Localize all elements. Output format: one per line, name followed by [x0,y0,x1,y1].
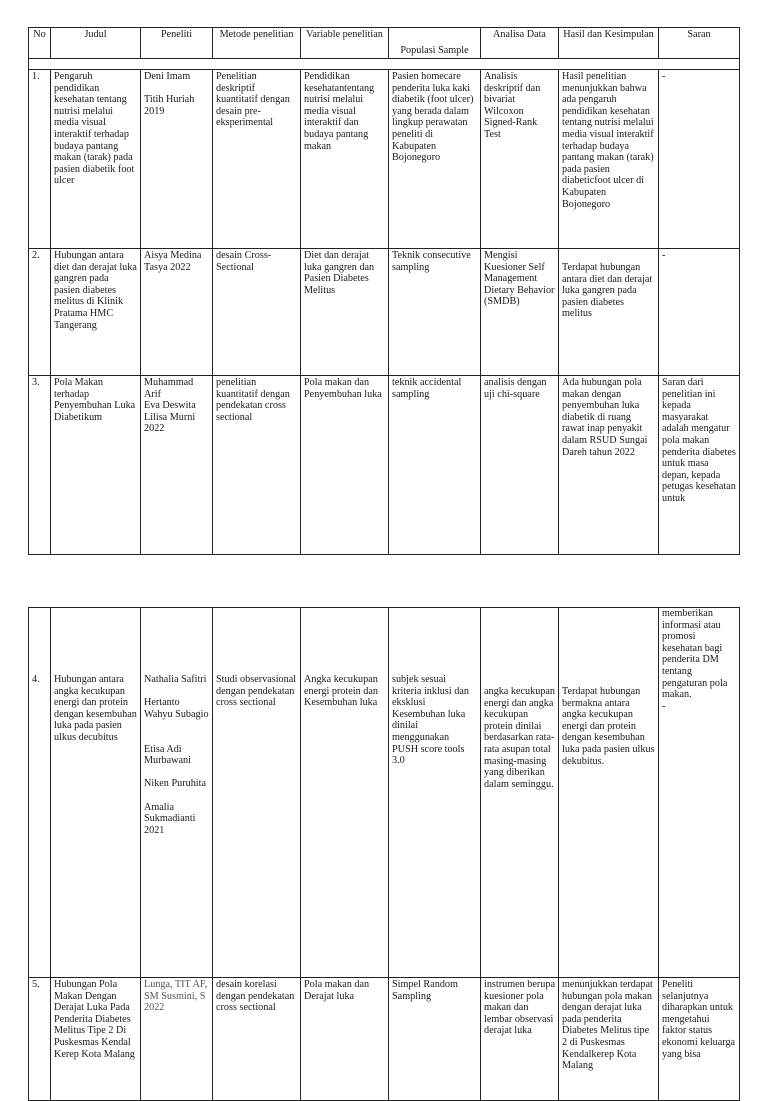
cell-peneliti: Muhammad Arif Eva Deswita Lilisa Murni 2022 [141,376,213,555]
cell-analisa: angka kecukupan energi dan angka kecukupan protein dinilai berdasarkan rata-rata asupan total masing-masing yang diberikan dalam seminggu. [481,608,559,978]
cell-hasil: Ada hubungan pola makan dengan penyembuhan luka diabetik di ruang rawat inap penyakit dalam RSUD Sungai Dareh tahun 2022 [559,376,659,555]
cell-analisa: analisis dengan uji chi-square [481,376,559,555]
cell-hasil: menunjukkan terdapat hubungan pola makan dengan derajat luka pada penderita Diabetes Melitus tipe 2 di Puskesmas Kendalkerep Kota Malang [559,978,659,1101]
header-peneliti: Peneliti [141,28,213,59]
literature-table-part-1 [28,27,740,555]
cell-peneliti: Nathalia Safitri Hertanto Wahyu Subagio Etisa Adi Murbawani Niken Puruhita Amalia Sukmadianti 2021 [141,608,213,978]
cell-saran [659,608,740,978]
cell-populasi: Teknik consecutive sampling [389,249,481,376]
table-row [29,608,740,978]
header-metode: Metode penelitian [213,28,301,59]
table-row [29,70,740,249]
cell-peneliti: Lunga, TIT AF, SM Susmini, S 2022 [141,978,213,1101]
header-saran: Saran [659,28,740,59]
cell-populasi: Simpel Random Sampling [389,978,481,1101]
cell-metode: Penelitian deskriptif kuantitatif dengan desain pre-eksperimental [213,70,301,249]
cell-saran: Saran dari penelitian ini kepada masyarakat adalah mengatur pola makan penderita diabetes untuk masa depan, kepada petugas kesehatan untuk [659,376,740,555]
cell-judul: Hubungan Pola Makan Dengan Derajat Luka Pada Penderita Diabetes Melitus Tipe 2 Di Puskesmas Kendal Kerep Kota Malang [51,978,141,1101]
table-row [29,978,740,1101]
row-number: 2. [29,249,51,376]
header-judul: Judul [51,28,141,59]
row-number: 3. [29,376,51,555]
cell-judul: Hubungan antara diet dan derajat luka gangren pada pasien diabetes melitus di Klinik Pratama HMC Tangerang [51,249,141,376]
cell-saran: - [659,70,740,249]
cell-populasi: subjek sesuai kriteria inklusi dan eksklusi Kesembuhan luka dinilai menggunakan PUSH score tools 3.0 [389,608,481,978]
table-row [29,376,740,555]
cell-peneliti: Deni Imam Titih Huriah 2019 [141,70,213,249]
cell-variable: Angka kecukupan energi protein dan Kesembuhan luka [301,608,389,978]
cell-variable: Pola makan dan Penyembuhan luka [301,376,389,555]
cell-metode: Studi observasional dengan pendekatan cross sectional [213,608,301,978]
row-number: 1. [29,70,51,249]
cell-judul: Hubungan antara angka kecukupan energi dan protein dengan kesembuhan luka pada pasien ulkus decubitus [51,608,141,978]
cell-analisa: Mengisi Kuesioner Self Management Dietary Behavior (SMDB) [481,249,559,376]
saran-continued-text: memberikan informasi atau promosi kesehatan bagi penderita DM tentang pengaturan pola makan. [662,608,728,701]
cell-analisa: instrumen berupa kuesioner pola makan dan lembar observasi derajat luka [481,978,559,1101]
header-analisa: Analisa Data [481,28,559,59]
cell-variable: Diet dan derajat luka gangren dan Pasien Diabetes Melitus [301,249,389,376]
cell-variable: Pola makan dan Derajat luka [301,978,389,1101]
row-number: 5. [29,978,51,1101]
cell-variable: Pendidikan kesehatantentang nutrisi melalui media visual interaktif dan budaya pantang makan [301,70,389,249]
cell-metode: penelitian kuantitatif dengan pendekatan cross sectional [213,376,301,555]
cell-populasi: teknik accidental sampling [389,376,481,555]
header-no: No [29,28,51,59]
cell-metode: desain korelasi dengan pendekatan cross sectional [213,978,301,1101]
cell-hasil: Terdapat hubungan bermakna antara angka kecukupan energi dan protein dengan kesembuhan luka pada pasien ulkus dekubitus. [559,608,659,978]
literature-table-part-2 [28,607,740,1101]
header-populasi: Populasi Sample [389,28,481,59]
table-row [29,249,740,376]
row-number: 4. [29,608,51,978]
cell-saran: Peneliti selanjutnya diharapkan untuk mengetahui faktor status ekonomi keluarga yang bisa [659,978,740,1101]
cell-populasi: Pasien homecare penderita luka kaki diabetik (foot ulcer) yang berada dalam lingkup perawatan peneliti di Kabupaten Bojonegoro [389,70,481,249]
cell-peneliti: Aisya Medina Tasya 2022 [141,249,213,376]
cell-judul: Pengaruh pendidikan kesehatan tentang nutrisi melalui media visual interaktif terhadap budaya pantang makan (tarak) pada pasien diabetik foot ulcer [51,70,141,249]
header-variable: Variable penelitian [301,28,389,59]
cell-judul: Pola Makan terhadap Penyembuhan Luka Diabetikum [51,376,141,555]
cell-saran: - [659,249,740,376]
cell-metode: desain Cross-Sectional [213,249,301,376]
cell-hasil: Terdapat hubungan antara diet dan derajat luka gangren pada pasien diabetes melitus [559,249,659,376]
cell-hasil: Hasil penelitian menunjukkan bahwa ada pengaruh pendidikan kesehatan tentang nutrisi melalui media visual interaktif terhadap budaya pantang makan (tarak) pada pasien diabeticfoot ulcer di Kabupaten Bojonegoro [559,70,659,249]
saran-text: - [662,700,666,712]
header-hasil: Hasil dan Kesimpulan [559,28,659,59]
cell-analisa: Analisis deskriptif dan bivariat Wilcoxon Signed-Rank Test [481,70,559,249]
table-header-row [29,28,740,59]
